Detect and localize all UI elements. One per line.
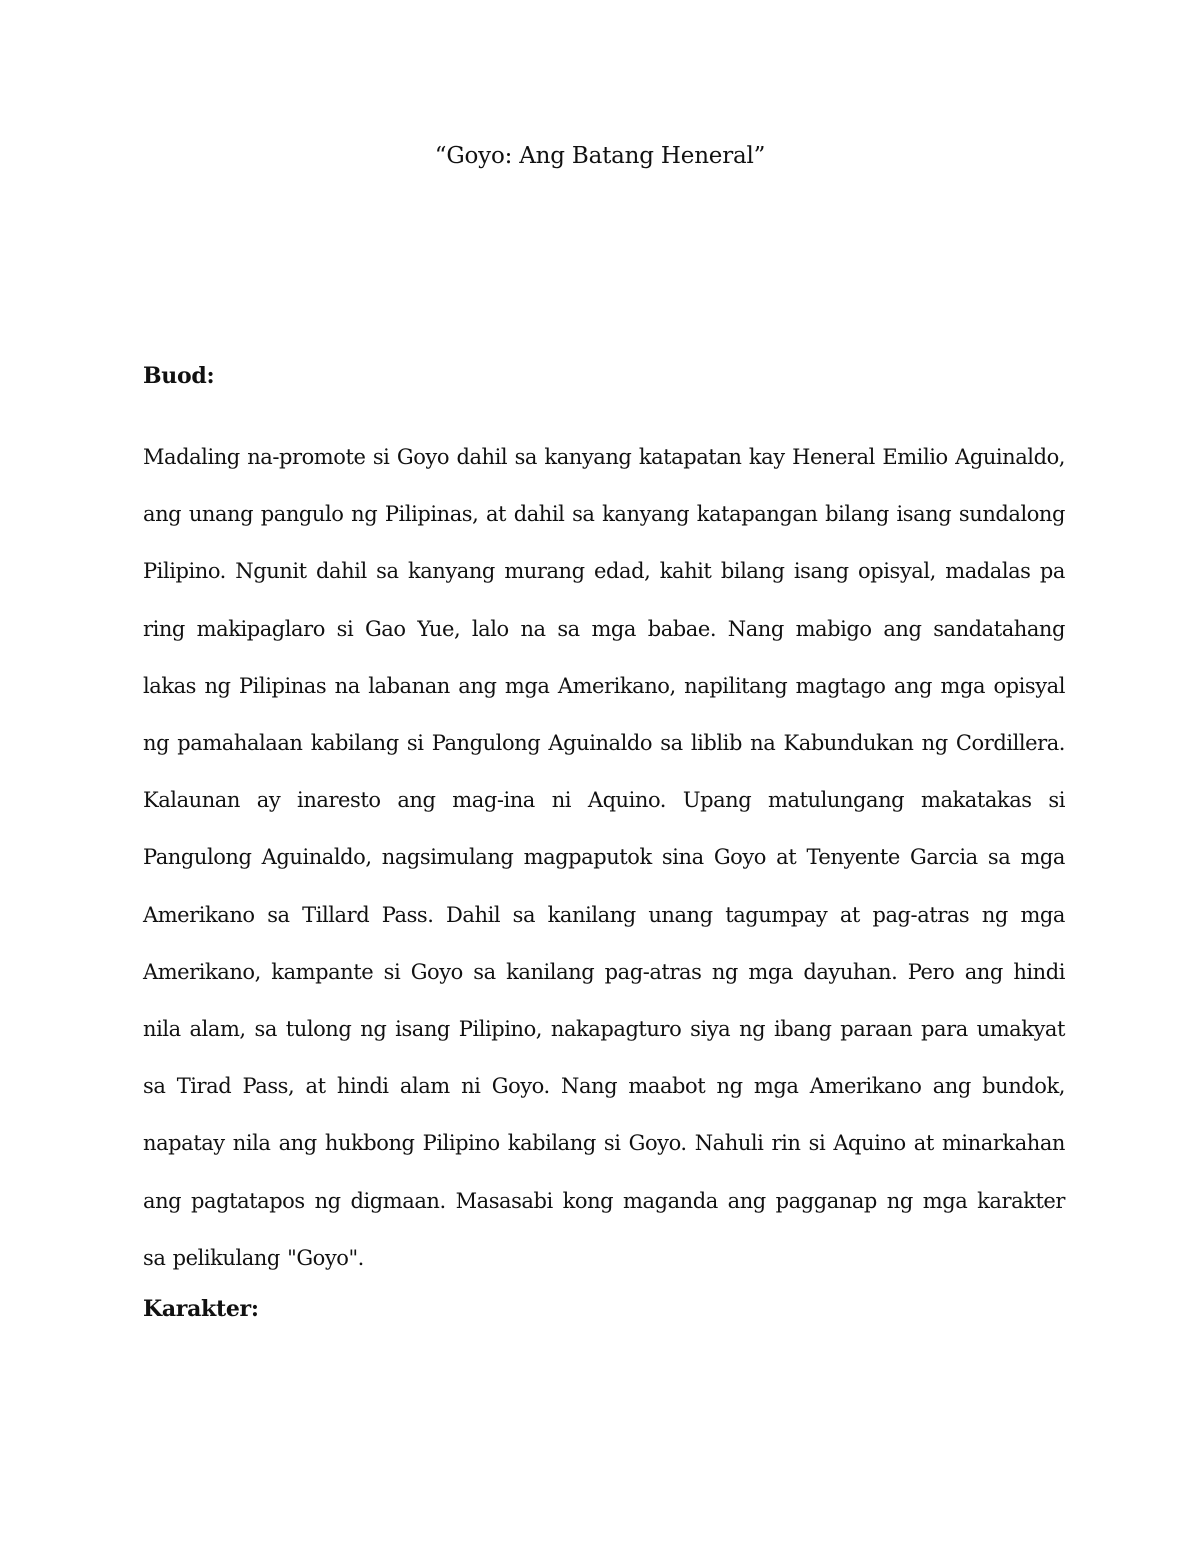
- section-heading-karakter: Karakter:: [143, 1296, 259, 1322]
- document-title: “Goyo: Ang Batang Heneral”: [434, 143, 766, 169]
- section-heading-buod: Buod:: [143, 363, 215, 389]
- summary-paragraph: Madaling na-promote si Goyo dahil sa kanyang katapatan kay Heneral Emilio Aguinaldo, ang unang pangulo ng Pilipinas, at dahil sa kanyang katapangan bilang isang sundalong Pilipino. Ngunit dahil sa kanyang murang edad, kahit bilang isang opisyal, madalas pa ring makipaglaro si Gao Yue, lalo na sa mga babae. Nang mabigo ang sandatahang lakas ng Pilipinas na labanan ang mga Amerikano, napilitang magtago ang mga opisyal ng pamahalaan kabilang si Pangulong Aguinaldo sa liblib na Kabundukan ng Cordillera. Kalaunan ay inaresto ang mag-ina ni Aquino. Upang matulungang makatakas si Pangulong Aguinaldo, nagsimulang magpaputok sina Goyo at Tenyente Garcia sa mga Amerikano sa Tillard Pass. Dahil sa kanilang unang tagumpay at pag-atras ng mga Amerikano, kampante si Goyo sa kanilang pag-atras ng mga dayuhan. Pero ang hindi nila alam, sa tulong ng isang Pilipino, nakapagturo siya ng ibang paraan para umakyat sa Tirad Pass, at hindi alam ni Goyo. Nang maabot ng mga Amerikano ang bundok, napatay nila ang hukbong Pilipino kabilang si Goyo. Nahuli rin si Aquino at minarkahan ang pagtatapos ng digmaan. Masasabi kong maganda ang pagganap ng mga karakter sa pelikulang "Goyo".: [143, 445, 1065, 1270]
